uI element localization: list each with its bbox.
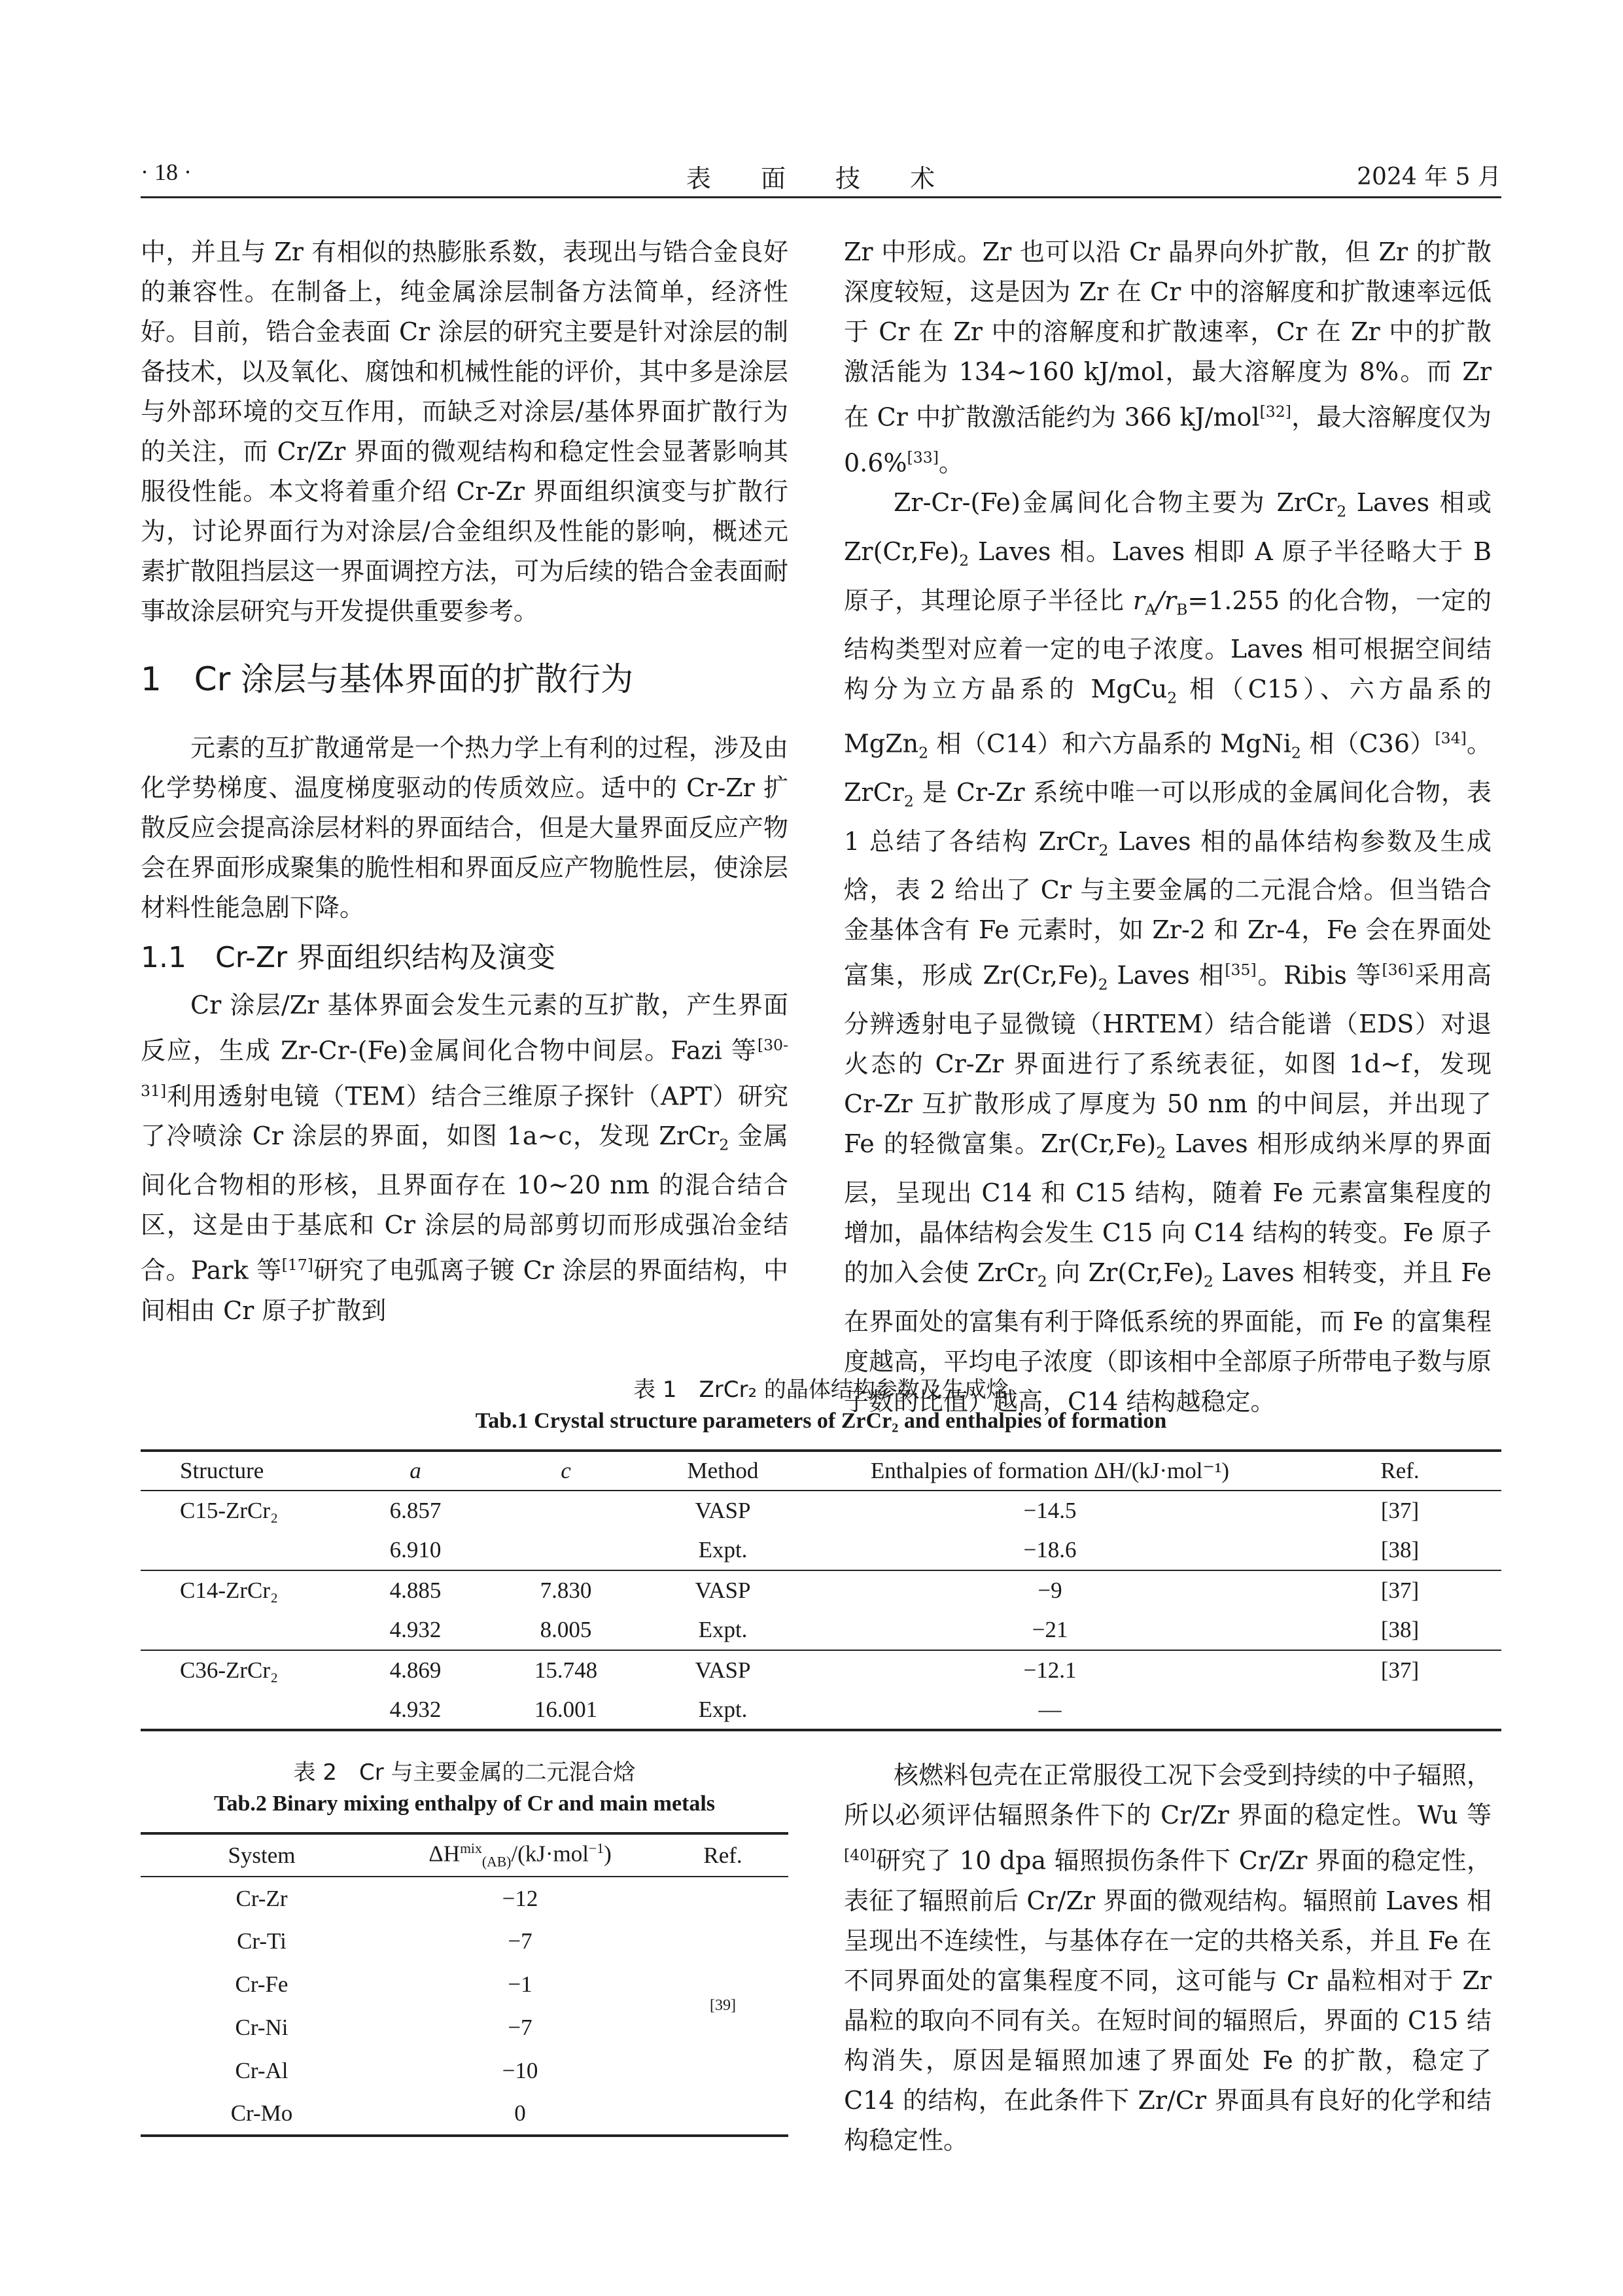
table-cell: VASP [695,1657,751,1683]
table-cell: C36-ZrCr₂ [180,1657,279,1683]
subscript: 2 [1291,743,1301,762]
citation: [36] [1382,961,1414,980]
table-cell: 6.857 [389,1498,442,1523]
table-cell: 4.885 [389,1578,442,1603]
table-2-header: System [228,1842,296,1868]
table-cell: [37] [1380,1578,1420,1603]
text-run: 核燃料包壳在正常服役工况下会受到持续的中子辐照，所以必须评估辐照条件下的 Cr/Zr 界面的稳定性。Wu 等 [844,1761,1492,1829]
table-cell: Cr-Ti [237,1928,287,1954]
table-1-header: c [561,1458,571,1483]
text-run: 相（C14）和六方晶系的 MgNi [928,729,1291,758]
irradiation-paragraph [844,1756,1492,2161]
table-1-caption-en: Tab.1 Crystal structure parameters of ZrCr₂ and enthalpies of formation [475,1409,1167,1433]
citation: [34] [1435,728,1467,747]
table-cell: C15-ZrCr₂ [180,1498,279,1523]
text-run: 。ZrCr [844,729,1492,807]
subscript: 2 [1156,1143,1166,1162]
citation: [17] [281,1255,313,1274]
subscript: 2 [959,551,969,570]
table-row [141,1610,1501,1650]
table-cell: 4.932 [389,1617,442,1642]
table-cell: Expt. [698,1617,748,1642]
table-2-header: Ref. [703,1842,742,1868]
table-row [141,1690,1501,1730]
table-cell [141,1690,343,1730]
table-2 [141,1832,788,2137]
table-cell: −7 [508,2015,532,2040]
table-1-header: Ref. [1380,1458,1420,1483]
subscript: 2 [1037,1272,1047,1291]
table-cell: [38] [1380,1617,1420,1642]
table-cell: 6.910 [389,1537,442,1563]
subscript: B [1176,600,1188,619]
table-cell: −18.6 [1023,1537,1077,1563]
table-cell [141,1530,343,1570]
table-cell [487,1491,644,1530]
table-cell: VASP [695,1578,751,1603]
table-2-caption [141,1757,788,1820]
text-run: Laves 相。Laves 相即 A 原子半径略大于 B 原子，其理论原子半径比 [844,537,1492,615]
diffusion-paragraph [844,232,1492,483]
table-cell: [37] [1380,1657,1420,1683]
citation: [32] [1259,402,1291,421]
table-cell: Cr-Zr [236,1885,288,1911]
table-1-header: Structure [180,1458,264,1483]
subscript: 2 [1098,841,1109,860]
table-cell: VASP [695,1498,751,1523]
citation: [35] [1225,961,1257,980]
table-cell: 16.001 [534,1696,598,1722]
text-run: 。Ribis 等 [1256,961,1382,990]
subscript: 2 [1098,975,1108,994]
subscript: 2 [1336,502,1347,521]
table-cell [141,1610,343,1650]
bottom-right-column [844,1756,1492,2161]
text-run: =1.255 的化合物，一定的结构类型对应着一定的电子浓度。Laves 相可根据空间结构分为立方晶系的 MgCu [844,586,1492,704]
header-rule [141,196,1501,198]
citation: [33] [907,448,939,467]
table-row [141,1491,1501,1530]
text-run: /(kJ·mol [511,1841,589,1867]
table-cell: −10 [502,2058,538,2083]
text-run: ) [604,1841,612,1867]
text-run: 相（C36） [1300,729,1435,758]
laves-paragraph [844,483,1492,1421]
symbol: /r [1156,586,1177,615]
table-cell: 4.869 [389,1657,442,1683]
text-run: 采用高分辨透射电子显微镜（HRTEM）结合能谱（EDS）对退火态的 Cr-Zr 界面进行了系统表征，如图 1d~f，发现 Cr-Zr 互扩散形成了厚度为 50 nm 的中间层，并出现了 Fe 的轻微富集。Zr(Cr,Fe) [844,961,1492,1159]
text-run: Cr 涂层/Zr 基体界面会发生元素的互扩散，产生界面反应，生成 Zr-Cr-(Fe)金属间化合物中间层。Fazi 等 [141,991,788,1065]
table-cell: Cr-Ni [235,2015,288,2040]
text-run: Laves 相转变，并且 Fe 在界面处的富集有利于降低系统的界面能，而 Fe 的富集程度越高，平均电子浓度（即该相中全部原子所带电子数与原子数的比值）越高，C14 结构越稳定。 [844,1258,1492,1416]
page-header [141,158,1501,198]
table-row [141,1530,1501,1570]
table-2-header-row [141,1833,788,1877]
issue-date: 2024 年 5 月 [1357,164,1501,190]
table-cell: −1 [508,1971,532,1997]
subscript: 2 [719,1135,729,1154]
subsection-1-1-paragraph [141,985,788,1331]
table-cell: 8.005 [540,1617,592,1642]
subscript: 2 [1203,1272,1213,1291]
superscript: mix [460,1840,482,1856]
text-run: ，最大溶解度仅为 0.6% [844,402,1492,478]
text-run: 利用透射电镜（TEM）结合三维原子探针（APT）研究了冷喷涂 Cr 涂层的界面，如图 1a~c，发现 ZrCr [141,1082,788,1151]
section-1-paragraph: 元素的互扩散通常是一个热力学上有利的过程，涉及由化学势梯度、温度梯度驱动的传质效应。适中的 Cr-Zr 扩散反应会提高涂层材料的界面结合，但是大量界面反应产物会在界面形成聚集的脆性相和界面反应产物脆性层，使涂层材料性能急剧下降。 [141,733,788,922]
table-2-ref: [39] [710,1997,736,2014]
symbol: r [1132,586,1145,615]
table-2-caption-en: Tab.2 Binary mixing enthalpy of Cr and main metals [213,1792,716,1816]
table-row [141,1650,1501,1690]
table-cell: 0 [514,2100,526,2126]
table-cell: Expt. [698,1537,748,1563]
text-run: Laves 相的晶体结构参数及生成焓，表 2 给出了 Cr 与主要金属的二元混合焓。但当锆合金基体含有 Fe 元素时，如 Zr-2 和 Zr-4，Fe 会在界面处富集，形成 Zr(Cr,Fe) [844,826,1492,990]
table-1-caption-zh: 表 1 ZrCr₂ 的晶体结构参数及生成焓 [633,1377,1009,1403]
text-run: 研究了 10 dpa 辐照损伤条件下 Cr/Zr 界面的稳定性，表征了辐照前后 Cr/Zr 界面的微观结构。辐照前 Laves 相呈现出不连续性，与基体存在一定的共格关系，并且 Fe 在不同界面处的富集程度不同，这可能与 Cr 晶粒相对于 Zr 晶粒的取向不同有关。在短时间的辐照后，界面的 C15 结构消失，原因是辐照加速了界面处 Fe 的扩散，稳定了 C14 的结构，在此条件下 Zr/Cr 界面具有良好的化学和结构稳定性。 [844,1846,1492,2155]
superscript: −1 [589,1840,604,1856]
table-cell [487,1530,644,1570]
section-1-title: 1 Cr 涂层与基体界面的扩散行为 [141,660,634,698]
table-cell: −14.5 [1023,1498,1077,1523]
table-2-caption-zh: 表 2 Cr 与主要金属的二元混合焓 [293,1759,636,1786]
table-cell: Cr-Al [235,2058,288,2083]
table-cell: 7.830 [540,1578,592,1603]
table-cell: −12.1 [1023,1657,1077,1683]
table-cell: 4.932 [389,1696,442,1722]
table-1-caption [141,1374,1501,1437]
text-run: Laves 相 [1108,961,1225,990]
table-cell: [37] [1380,1498,1420,1523]
table-row [141,1570,1501,1610]
citation: [40] [844,1846,876,1864]
table-cell: −12 [502,1885,538,1911]
table-row [141,1877,788,1920]
table-cell: −7 [508,1928,532,1954]
text-run: 研究了电弧离子镀 Cr 涂层的界面结构，中间相由 Cr 原子扩散到 [141,1256,788,1325]
text-run: Laves 相形成纳米厚的界面层，呈现出 C14 和 C15 结构，随着 Fe 元素富集程度的增加，晶体结构会发生 C15 向 C14 结构的转变。Fe 原子的加入会使 ZrCr [844,1129,1492,1287]
table-cell: −9 [1038,1578,1062,1603]
intro-paragraph: 中，并且与 Zr 有相似的热膨胀系数，表现出与锆合金良好的兼容性。在制备上，纯金属涂层制备方法简单，经济性好。目前，锆合金表面 Cr 涂层的研究主要是针对涂层的制备技术，以及氧化、腐蚀和机械性能的评价，其中多是涂层与外部环境的交互作用，而缺乏对涂层/基体界面扩散行为的关注，而 Cr/Zr 界面的微观结构和稳定性会显著影响其服役性能。本文将着重介绍 Cr-Zr 界面组织演变与扩散行为，讨论界面行为对涂层/合金组织及性能的影响，概述元素扩散阻挡层这一界面调控方法，可为后续的锆合金表面耐事故涂层研究与开发提供重要参考。 [141,238,788,626]
text-run: 。 [938,448,964,478]
table-cell: Expt. [698,1696,748,1722]
table-2-header [383,1833,657,1877]
subscript: A [1145,600,1157,619]
citation: [30-31] [141,1036,788,1100]
text-run: 是 Cr-Zr 系统中唯一可以形成的金属间化合物，表 1 总结了各结构 ZrCr [844,777,1492,856]
table-cell: −21 [1032,1617,1068,1642]
table-cell: [38] [1380,1537,1420,1563]
table-cell: Cr-Mo [230,2100,293,2126]
table-cell: C14-ZrCr₂ [180,1578,279,1603]
text-run: Zr-Cr-(Fe)金属间化合物主要为 ZrCr [894,488,1337,518]
table-cell: — [1038,1696,1062,1722]
left-column [141,232,788,1331]
subscript: 2 [918,743,929,762]
subscript: 2 [1167,688,1178,707]
text-run: ΔH [428,1841,461,1867]
subscript: (AB) [481,1854,512,1870]
text-run: 金属间化合物相的形核，且界面存在 10~20 nm 的混合结合区，这是由于基底和 Cr 涂层的局部剪切而形成强冶金结合。Park 等 [141,1122,788,1285]
table-1 [141,1449,1501,1731]
subsection-1-1-title: 1.1 Cr-Zr 界面组织结构及演变 [141,941,556,974]
table-cell [1299,1690,1501,1730]
text-run: Laves 相或 Zr(Cr,Fe) [844,488,1492,566]
subscript: 2 [903,792,914,811]
page-number: · 18 · [141,159,192,185]
table-cell: 15.748 [534,1657,598,1683]
text-run: 向 Zr(Cr,Fe) [1047,1258,1204,1287]
table-1-header-row [141,1451,1501,1491]
right-column [844,232,1492,1422]
text-run: 相（C15）、六方晶系的 MgZn [844,675,1492,758]
table-1-header: a [410,1458,421,1483]
table-1-header: Enthalpies of formation ΔH/(kJ·mol⁻¹) [870,1458,1230,1483]
journal-title: 表 面 技 术 [686,164,956,193]
table-1-header: Method [687,1458,759,1483]
text-run: Zr 中形成。Zr 也可以沿 Cr 晶界向外扩散，但 Zr 的扩散深度较短，这是因为 Zr 在 Cr 中的溶解度和扩散速率远低于 Cr 在 Zr 中的溶解度和扩散速率，Cr 在 Zr 中的扩散激活能为 134~160 kJ/mol，最大溶解度为 8%。而 Zr 在 Cr 中扩散激活能约为 366 kJ/mol [844,238,1492,432]
table-cell: Cr-Fe [235,1971,288,1997]
